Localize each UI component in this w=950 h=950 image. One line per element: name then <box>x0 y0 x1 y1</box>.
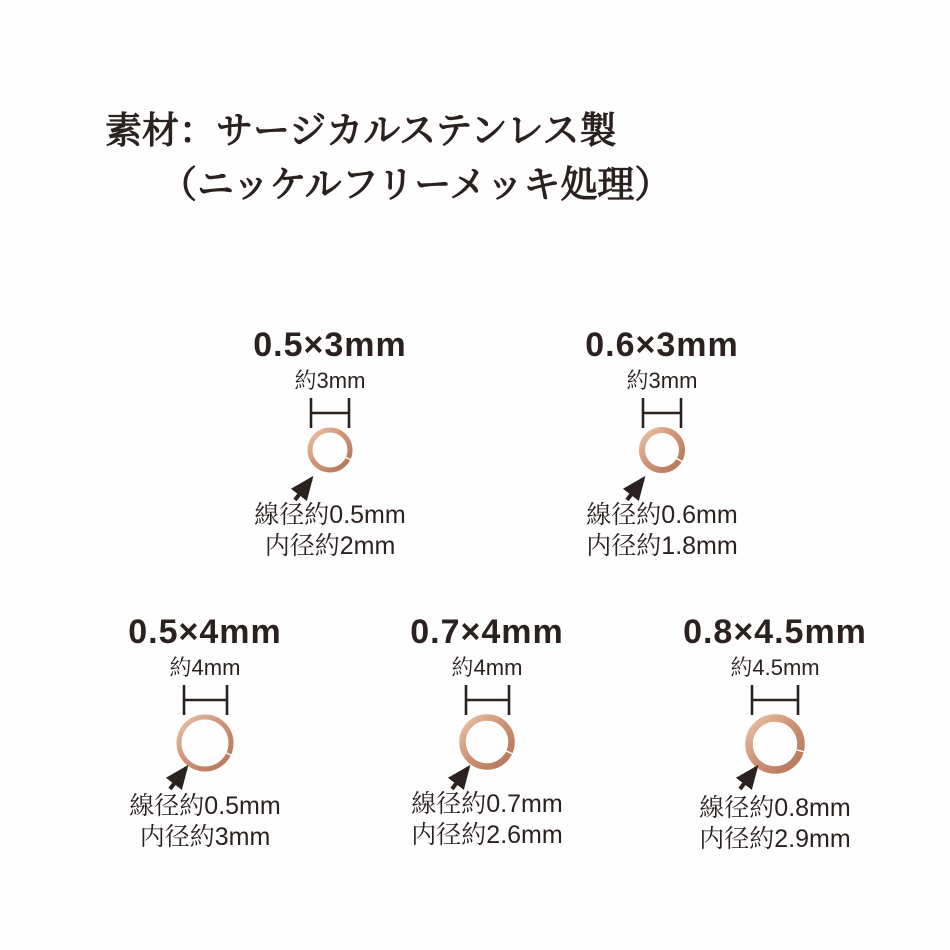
inner-diameter-label: 内径約2.9mm <box>699 825 851 853</box>
measurement-bracket-icon <box>750 684 800 716</box>
ring-dimension-notes <box>129 791 280 853</box>
pointer-arrow-icon <box>447 752 483 794</box>
size-title: 0.8×4.5mm <box>683 613 867 651</box>
outer-diameter-label: 約3mm <box>626 368 698 393</box>
pointer-arrow-icon <box>290 463 326 505</box>
ring-dimension-notes <box>699 793 850 855</box>
ring-spec-0-5x3mm <box>190 325 470 562</box>
ring-spec-0-6x3mm <box>522 325 802 562</box>
measurement-bracket-icon <box>641 397 683 429</box>
size-title: 0.5×4mm <box>128 613 282 651</box>
inner-diameter-label: 内径約2mm <box>264 532 396 560</box>
pointer-arrow-icon <box>622 463 658 505</box>
material-heading <box>105 104 671 212</box>
wire-diameter-label: 線径約0.7mm <box>411 790 563 818</box>
measurement-bracket-icon <box>309 397 351 429</box>
material-line-2: （ニッケルフリーメッキ処理） <box>160 164 672 205</box>
wire-diameter-label: 線径約0.5mm <box>129 792 281 820</box>
ring-spec-0-7x4mm <box>347 612 627 851</box>
material-line-1: 素材：サージカルステンレス製 <box>105 110 617 151</box>
wire-diameter-label: 線径約0.8mm <box>699 794 851 822</box>
ring-spec-0-5x4mm <box>65 612 345 853</box>
measurement-bracket-icon <box>182 684 229 716</box>
outer-diameter-label: 約4mm <box>451 655 523 680</box>
inner-diameter-label: 内径約3mm <box>139 823 271 851</box>
pointer-arrow-icon <box>165 752 201 794</box>
wire-diameter-label: 線径約0.6mm <box>586 501 738 529</box>
measurement-bracket-icon <box>464 684 511 716</box>
outer-diameter-label: 約4.5mm <box>730 655 820 680</box>
ring-dimension-notes <box>254 500 405 562</box>
size-title: 0.7×4mm <box>410 613 564 651</box>
wire-diameter-label: 線径約0.5mm <box>254 501 406 529</box>
ring-spec-0-8x4-5mm <box>635 612 915 855</box>
ring-dimension-notes <box>586 500 737 562</box>
pointer-arrow-icon <box>735 752 771 794</box>
inner-diameter-label: 内径約2.6mm <box>411 821 563 849</box>
size-title: 0.6×3mm <box>585 326 739 364</box>
size-title: 0.5×3mm <box>253 326 407 364</box>
outer-diameter-label: 約3mm <box>294 368 366 393</box>
outer-diameter-label: 約4mm <box>169 655 241 680</box>
ring-dimension-notes <box>411 789 562 851</box>
inner-diameter-label: 内径約1.8mm <box>586 532 738 560</box>
